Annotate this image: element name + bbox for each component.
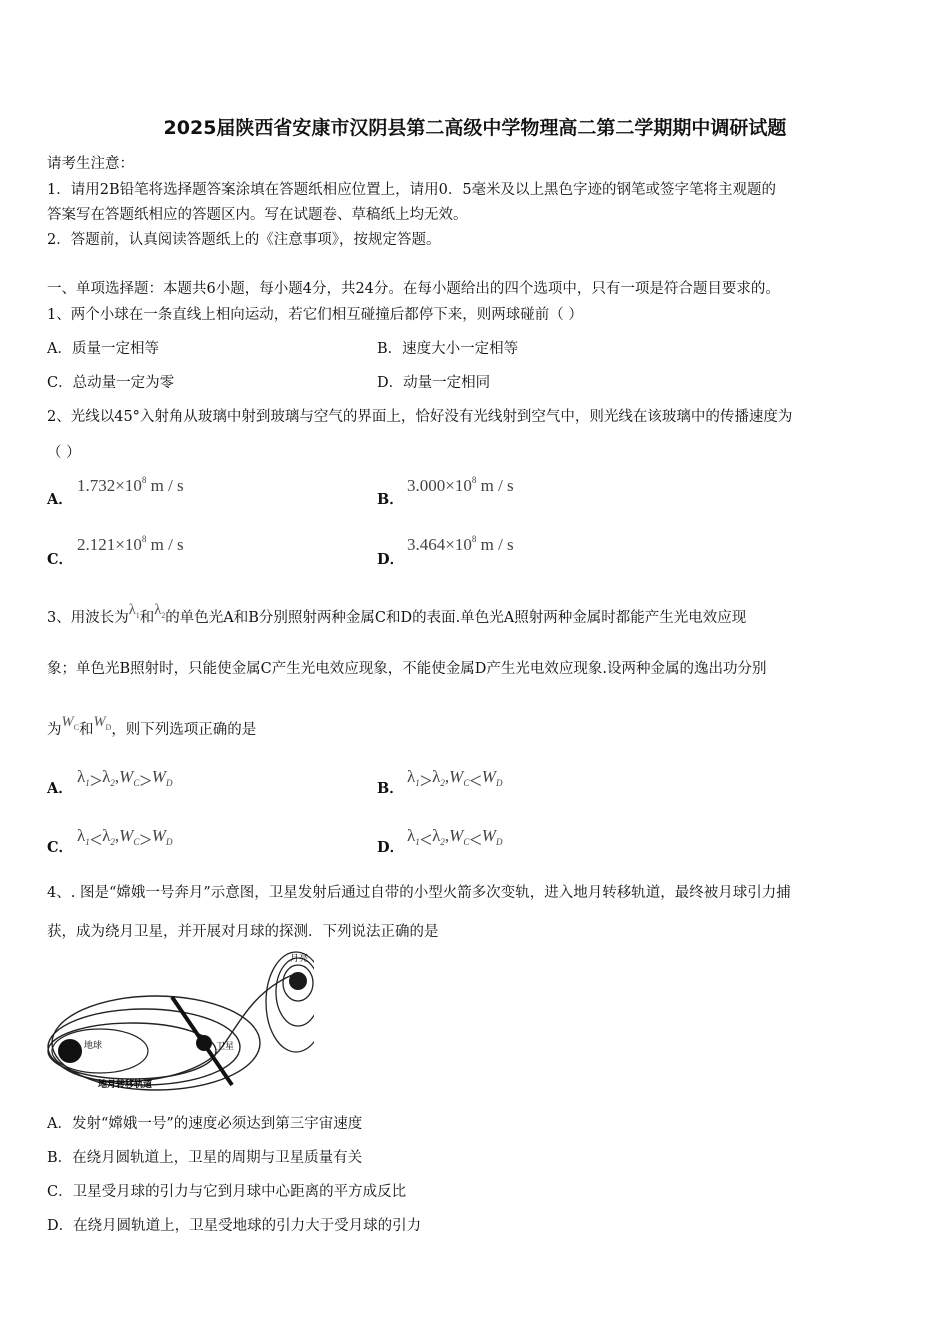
q2-option-b-label: B． — [377, 491, 404, 508]
q3-stem-line-3 — [47, 714, 257, 740]
lambda-symbol: λ — [432, 767, 441, 786]
w-sub: D — [495, 837, 503, 847]
w-symbol: W — [481, 767, 496, 786]
notice-item-1-line-2: 答案写在答题纸相应的答题区内。写在试题卷、草稿纸上均无效。 — [47, 207, 468, 223]
q3-text: 为 — [47, 722, 62, 738]
lambda-symbol: λ — [407, 826, 416, 845]
lambda-symbol: λ — [128, 602, 136, 618]
lambda-sub: 1 — [135, 610, 140, 620]
q3-text: 和 — [78, 722, 94, 738]
q3-option-a-label: A． — [47, 780, 73, 797]
q4-stem-line-1: 4、. 图是“嫦娥一号奔月”示意图，卫星发射后通过自带的小型火箭多次变轨，进入地月转移轨道，最终被月球引力捕 — [47, 885, 791, 901]
comma: , — [114, 767, 120, 786]
comma: , — [444, 826, 450, 845]
q2-d-mantissa: 3.464×10 — [407, 535, 472, 554]
w-sub: C — [133, 837, 140, 847]
lambda-sub: 2 — [161, 610, 166, 620]
q2-c-exponent: 8 — [141, 534, 147, 544]
lambda-symbol: λ — [77, 826, 86, 845]
w-sub: C — [463, 778, 470, 788]
q2-stem-line-2: （ ） — [47, 445, 81, 461]
lambda-symbol: λ — [102, 826, 111, 845]
earth-label: 地球 — [84, 1041, 103, 1051]
q2-option-a-label: A． — [47, 491, 73, 508]
chang-e-orbit-diagram — [44, 947, 314, 1095]
w-sub: D — [165, 778, 173, 788]
relation: < — [469, 768, 482, 793]
q3-stem-line-2: 象；单色光B照射时，只能使金属C产生光电效应现象，不能使金属D产生光电效应现象.设两种金属的逸出功分别 — [47, 661, 767, 677]
q3-stem-line-1 — [47, 602, 747, 628]
transfer-orbit-label: 地月转移轨道 — [98, 1080, 153, 1090]
q2-a-exponent: 8 — [141, 475, 147, 485]
lambda-symbol: λ — [154, 602, 162, 618]
w-symbol: W — [61, 714, 74, 730]
q4-option-c: C．卫星受月球的引力与它到月球中心距离的平方成反比 — [47, 1184, 407, 1200]
relation: < — [419, 827, 433, 852]
w-sub: D — [105, 722, 112, 732]
lambda-symbol: λ — [77, 767, 86, 786]
q3-option-c-expr — [77, 821, 173, 852]
w-symbol: W — [481, 826, 496, 845]
w-symbol: W — [119, 826, 134, 845]
q2-c-mantissa: 2.121×10 — [77, 535, 142, 554]
w-sub: C — [133, 778, 140, 788]
notice-item-2: 2．答题前，认真阅读答题纸上的《注意事项》，按规定答题。 — [47, 232, 441, 248]
comma: , — [114, 826, 120, 845]
q2-c-unit: m / s — [146, 535, 184, 554]
q4-option-b: B．在绕月圆轨道上，卫星的周期与卫星质量有关 — [47, 1150, 363, 1166]
q4-option-d: D．在绕月圆轨道上，卫星受地球的引力大于受月球的引力 — [47, 1218, 422, 1234]
q2-stem-line-1: 2、光线以45°入射角从玻璃中射到玻璃与空气的界面上，恰好没有光线射到空气中，则光线在该玻璃中的传播速度为 — [47, 409, 793, 425]
q2-d-unit: m / s — [476, 535, 514, 554]
q2-d-exponent: 8 — [471, 534, 477, 544]
q3-text: 3、用波长为 — [47, 610, 129, 626]
q2-b-exponent: 8 — [471, 475, 477, 485]
q1-option-b: B．速度大小一定相等 — [377, 341, 519, 357]
q4-option-a: A．发射“嫦娥一号”的速度必须达到第三宇宙速度 — [47, 1116, 363, 1132]
q3-text: ，则下列选项正确的是 — [111, 722, 257, 738]
relation: > — [139, 768, 152, 793]
page-title: 2025届陕西省安康市汉阴县第二高级中学物理高二第二学期期中调研试题 — [163, 117, 787, 139]
q3-text: 的单色光A和B分别照射两种金属C和D的表面.单色光A照射两种金属时都能产生光电效应现 — [165, 610, 747, 626]
comma: , — [444, 767, 450, 786]
satellite-label: 卫星 — [216, 1042, 235, 1052]
lambda-1 — [129, 602, 140, 618]
notice-item-1-line-1: 1．请用2B铅笔将选择题答案涂填在答题纸相应位置上，请用0．5毫米及以上黑色字迹的钢笔或签字笔将主观题的 — [47, 182, 777, 198]
q2-option-a-value — [77, 475, 184, 496]
q3-option-d-expr — [407, 821, 503, 852]
q2-option-c-value — [77, 534, 184, 555]
moon-body — [289, 972, 307, 990]
lambda-sub: 1 — [415, 778, 420, 788]
q2-option-d-label: D． — [377, 551, 405, 568]
q1-option-c: C．总动量一定为零 — [47, 375, 175, 391]
q2-b-unit: m / s — [476, 476, 514, 495]
q2-option-d-value — [407, 534, 514, 555]
w-sub: D — [165, 837, 173, 847]
lambda-symbol: λ — [407, 767, 416, 786]
q3-option-a-expr — [77, 762, 173, 793]
q2-a-mantissa: 1.732×10 — [77, 476, 142, 495]
q3-option-b-expr — [407, 762, 503, 793]
relation: < — [89, 827, 103, 852]
q3-text: 和 — [139, 610, 155, 626]
w-sub: D — [495, 778, 503, 788]
relation: < — [469, 827, 482, 852]
lambda-sub: 2 — [110, 778, 115, 788]
moon-label: 月亮 — [290, 954, 309, 964]
moon-orbit-2 — [276, 958, 314, 1026]
w-sub: C — [463, 837, 470, 847]
w-symbol: W — [93, 714, 106, 730]
relation: > — [89, 768, 103, 793]
w-symbol: W — [119, 767, 134, 786]
w-symbol: W — [449, 767, 464, 786]
lambda-symbol: λ — [432, 826, 441, 845]
satellite-body — [196, 1035, 212, 1051]
relation: > — [139, 827, 152, 852]
transfer-orbit — [54, 975, 292, 1082]
q2-option-b-value — [407, 475, 514, 496]
lambda-sub: 2 — [440, 778, 445, 788]
w-symbol: W — [151, 767, 166, 786]
q3-option-d-label: D． — [377, 839, 405, 856]
lambda-sub: 1 — [85, 778, 90, 788]
lambda-2 — [154, 602, 165, 618]
work-function-d — [93, 714, 111, 730]
w-symbol: W — [449, 826, 464, 845]
relation: > — [419, 768, 433, 793]
q3-option-b-label: B． — [377, 780, 404, 797]
lambda-sub: 2 — [110, 837, 115, 847]
lambda-symbol: λ — [102, 767, 111, 786]
lambda-sub: 1 — [415, 837, 420, 847]
q1-option-a: A．质量一定相等 — [47, 341, 159, 357]
q2-option-c-label: C． — [47, 551, 74, 568]
q3-option-c-label: C． — [47, 839, 74, 856]
notice-heading: 请考生注意： — [47, 156, 134, 172]
section-heading: 一、单项选择题：本题共6小题，每小题4分，共24分。在每小题给出的四个选项中，只有一项是符合题目要求的。 — [47, 281, 780, 297]
w-sub: C — [73, 722, 79, 732]
q4-stem-line-2: 获，成为绕月卫星，并开展对月球的探测．下列说法正确的是 — [47, 924, 439, 940]
w-symbol: W — [151, 826, 166, 845]
lambda-sub: 2 — [440, 837, 445, 847]
q1-option-d: D．动量一定相同 — [377, 375, 491, 391]
lambda-sub: 1 — [85, 837, 90, 847]
q1-stem: 1、两个小球在一条直线上相向运动，若它们相互碰撞后都停下来，则两球碰前（ ） — [47, 307, 583, 323]
work-function-c — [62, 714, 79, 730]
q2-b-mantissa: 3.000×10 — [407, 476, 472, 495]
earth-body — [58, 1039, 82, 1063]
q2-a-unit: m / s — [146, 476, 184, 495]
